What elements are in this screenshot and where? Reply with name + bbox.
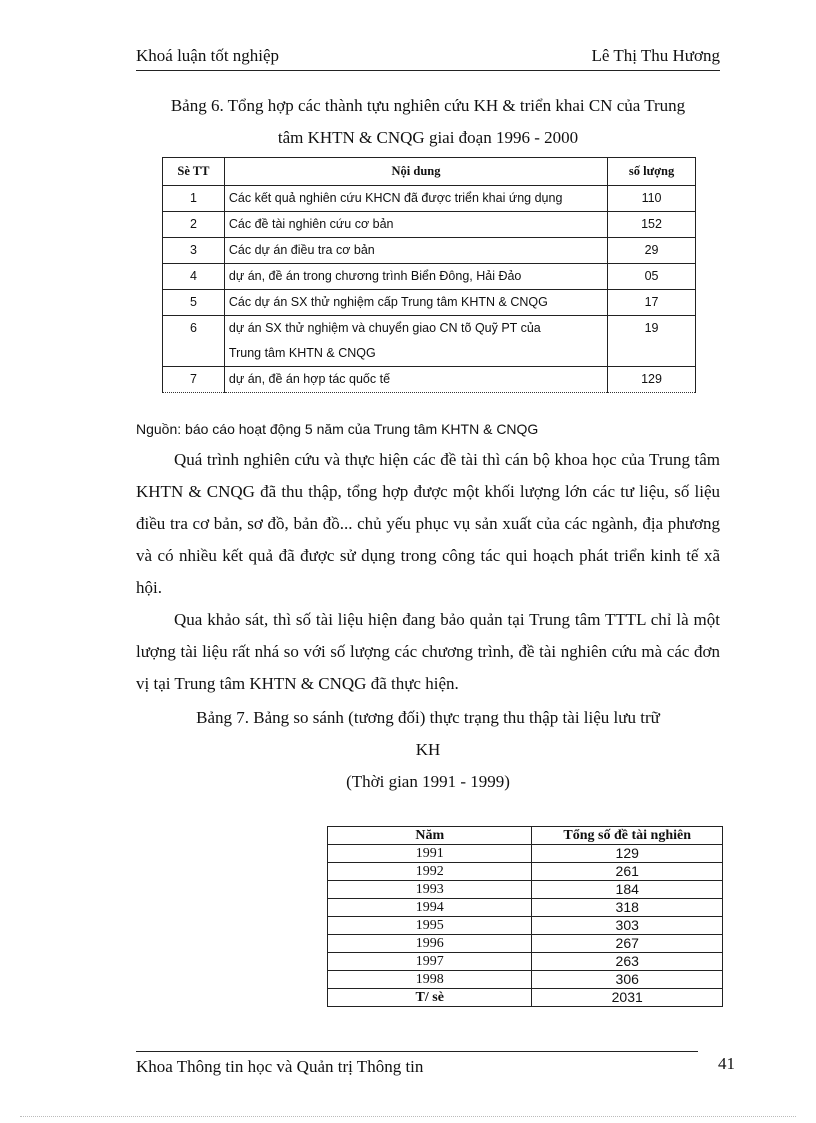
row-year: 1998	[328, 971, 532, 989]
paragraph-2-text: Qua khảo sát, thì số tài liệu hiện đang bảo quản tại Trung tâm TTTL chỉ là một lượng tài liệu rất nhá so với số lượng các chương trình, đề tài nghiên cứu mà các đơn vị tại Trung tâm KHTN & CNQG đã thực hiện.	[136, 610, 720, 693]
table-row	[328, 917, 723, 935]
row-stt: 5	[163, 290, 225, 316]
row-qty: 05	[608, 264, 696, 290]
table6-source: Nguồn: báo cáo hoạt động 5 năm của Trung tâm KHTN & CNQG	[136, 421, 539, 437]
row-stt: 2	[163, 212, 225, 238]
row-qty: 129	[608, 367, 696, 393]
row-qty: 17	[608, 290, 696, 316]
row-content: Các dự án điều tra cơ bản	[224, 238, 607, 264]
row-stt: 6	[163, 316, 225, 367]
table-row	[163, 186, 696, 212]
row-content	[224, 316, 607, 367]
header-thesis-title: Khoá luận tốt nghiệp	[136, 46, 280, 65]
table6-header-row	[163, 158, 696, 186]
row-year: 1994	[328, 899, 532, 917]
paragraph-1-text: Quá trình nghiên cứu và thực hiện các đề tài thì cán bộ khoa học của Trung tâm KHTN & CNQG đã thu thập, tổng hợp được một khối lượng lớn các tư liệu, số liệu điều tra cơ bản, sơ đồ, bản đồ... chủ yếu phục vụ sản xuất của các ngành, địa phương và có nhiều kết quả đã được sử dụng trong công tác qui hoạch phát triển kinh tế xã hội.	[136, 450, 720, 597]
row-content: Các đề tài nghiên cứu cơ bản	[224, 212, 607, 238]
page-number: 41	[718, 1054, 735, 1073]
table7-total-row	[328, 989, 723, 1007]
row-year: 1993	[328, 881, 532, 899]
paragraph-1	[136, 444, 720, 604]
table-row	[163, 290, 696, 316]
row-content: dự án, đề án hợp tác quốc tế	[224, 367, 607, 393]
row-count: 184	[532, 881, 723, 899]
row-stt: 4	[163, 264, 225, 290]
footer-faculty: Khoa Thông tin học và Quản trị Thông tin	[136, 1057, 424, 1076]
table-row	[163, 316, 696, 367]
table7-caption-line3: (Thời gian 1991 - 1999)	[346, 772, 510, 791]
table7-caption-line2: KH	[415, 740, 441, 759]
row-count: 306	[532, 971, 723, 989]
page-header	[136, 46, 720, 71]
table-row	[163, 367, 696, 393]
table-row	[328, 881, 723, 899]
row-content: dự án, đề án trong chương trình Biển Đông, Hải Đảo	[224, 264, 607, 290]
row-stt: 3	[163, 238, 225, 264]
row-count: 261	[532, 863, 723, 881]
table-row	[163, 212, 696, 238]
table6-header-stt: Sè TT	[163, 158, 225, 186]
table-row	[328, 845, 723, 863]
row-year: 1991	[328, 845, 532, 863]
row-stt: 7	[163, 367, 225, 393]
row-count: 129	[532, 845, 723, 863]
total-label: T/ sè	[328, 989, 532, 1007]
row-content: Các dự án SX thử nghiệm cấp Trung tâm KHTN & CNQG	[224, 290, 607, 316]
table6-caption-line2: tâm KHTN & CNQG giai đoạn 1996 - 2000	[277, 128, 579, 147]
row-year: 1992	[328, 863, 532, 881]
page-bottom-divider	[20, 1116, 796, 1117]
row-content: Các kết quả nghiên cứu KHCN đã được triển khai ứng dụng	[224, 186, 607, 212]
row-content-line1: dự án SX thử nghiệm và chuyển giao CN tõ Quỹ PT của	[228, 321, 541, 335]
table7	[327, 826, 723, 1007]
table-row	[328, 863, 723, 881]
row-qty: 152	[608, 212, 696, 238]
table6-header-content: Nội dung	[224, 158, 607, 186]
row-year: 1995	[328, 917, 532, 935]
table6-caption-line1: Bảng 6. Tổng hợp các thành tựu nghiên cứu KH & triển khai CN của Trung	[170, 96, 686, 115]
table7-header-year: Năm	[328, 827, 532, 845]
total-value: 2031	[532, 989, 723, 1007]
row-count: 267	[532, 935, 723, 953]
table-row	[328, 899, 723, 917]
row-count: 318	[532, 899, 723, 917]
footer-divider	[136, 1051, 698, 1052]
row-qty: 29	[608, 238, 696, 264]
table7-header-row	[328, 827, 723, 845]
row-count: 303	[532, 917, 723, 935]
table7-caption-line1: Bảng 7. Bảng so sánh (tương đối) thực trạng thu thập tài liệu lưu trữ	[196, 708, 660, 727]
row-year: 1996	[328, 935, 532, 953]
row-content-line2: Trung tâm KHTN & CNQG	[228, 346, 376, 360]
table6-header-qty: số lượng	[608, 158, 696, 186]
table-row	[163, 238, 696, 264]
table-row	[328, 935, 723, 953]
table-row	[163, 264, 696, 290]
table7-header-count: Tổng số đề tài nghiên	[532, 827, 723, 845]
paragraph-2	[136, 604, 720, 700]
row-year: 1997	[328, 953, 532, 971]
row-count: 263	[532, 953, 723, 971]
table-row	[328, 953, 723, 971]
row-qty: 19	[608, 316, 696, 367]
table6	[162, 157, 696, 393]
row-qty: 110	[608, 186, 696, 212]
row-stt: 1	[163, 186, 225, 212]
header-author: Lê Thị Thu Hương	[591, 46, 720, 65]
table-row	[328, 971, 723, 989]
